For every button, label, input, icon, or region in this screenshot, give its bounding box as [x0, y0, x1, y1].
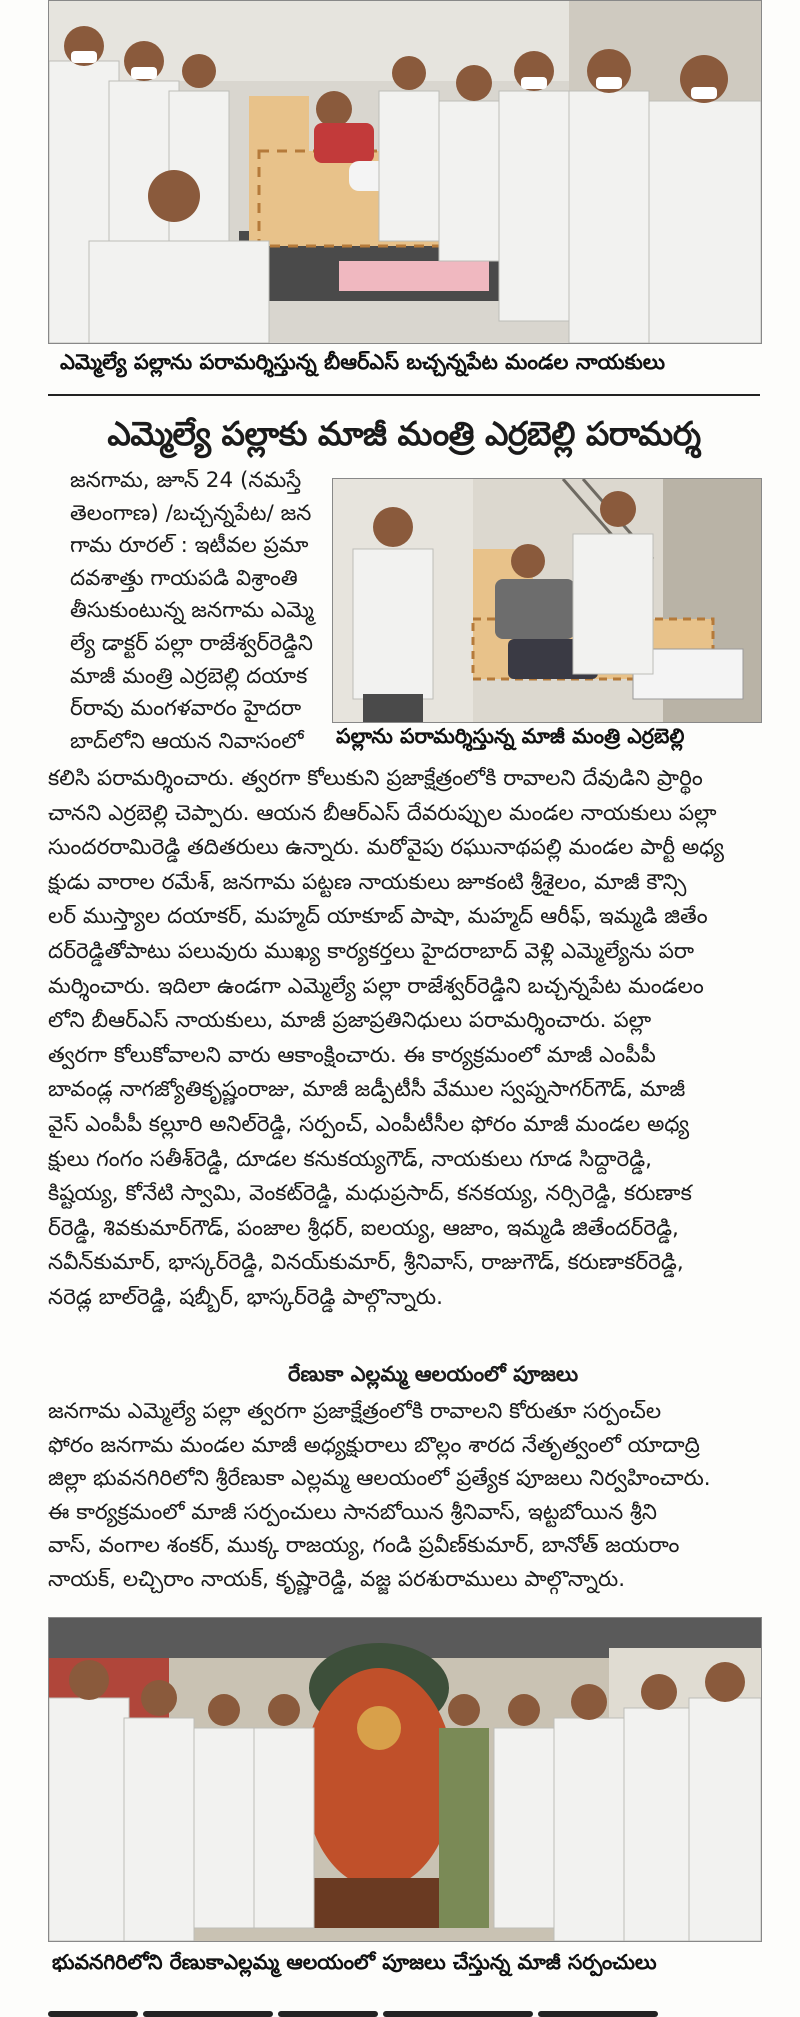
top-photo-caption: ఎమ్మెల్యే పల్లాను పరామర్శిస్తున్న బీఆర్ఎస్ బచ్చన్నపేట మండల నాయకులు [60, 350, 665, 374]
body-line: చానని ఎర్రబెల్లి చెప్పారు. ఆయన బీఆర్ఎస్ దేవరుప్పుల మండల నాయకులు పల్లా [48, 800, 717, 826]
body-line: వాస్, వంగాల శంకర్, ముక్క రాజయ్య, గండి ప్రవీణ్‌కుమార్, బానోత్ జయరాం [48, 1533, 680, 1559]
body-line: నాయక్, లచ్చిరాం నాయక్, కృష్ణారెడ్డి, వజ్జ పరశురాములు పాల్గొన్నారు. [48, 1567, 626, 1592]
body-line: గామ రూరల్ : ఇటీవల ప్రమా [70, 533, 309, 559]
bottom-photo-caption: భువనగిరిలోని రేణుకాఎల్లమ్మ ఆలయంలో పూజలు చేస్తున్న మాజీ సర్పంచులు [52, 1950, 657, 1974]
body-line: కిష్టయ్య, కోనేటి స్వామి, వెంకట్‌రెడ్డి, మధుప్రసాద్, కనకయ్య, నర్సిరెడ్డి, కరుణాక [48, 1181, 692, 1207]
body-line: వైస్ ఎంపీపీ కల్లూరి అనిల్‌రెడ్డి, సర్పంచ్, ఎంపీటీసీల ఫోరం మాజీ మండల అధ్య [48, 1112, 690, 1137]
body-line: త్వరగా కోలుకోవాలని వారు ఆకాంక్షించారు. ఈ కార్యక్రమంలో మాజీ ఎంపీపీ [48, 1042, 656, 1068]
hospital-bed-visit-photo-icon [49, 1, 761, 343]
body-line: బావండ్ల నాగజ్యోతికృష్ణంరాజు, మాజీ జడ్పీటీసీ వేముల స్వప్నసాగర్‌గౌడ్, మాజీ [48, 1077, 686, 1103]
body-line: క్షుడు వారాల రమేశ్, జనగామ పట్టణ నాయకులు జూకంటి శ్రీశైలం, మాజీ కౌన్సి [48, 869, 687, 895]
body-line: క్షులు గంగం సతీశ్‌రెడ్డి, దూడల కనుకయ్యగౌడ్, నాయకులు గూడ సిద్దారెడ్డి, [48, 1146, 652, 1172]
next-article-cutoff [48, 2000, 760, 2017]
body-line: దర్‌రెడ్డితోపాటు పలువురు ముఖ్య కార్యకర్తలు హైదరాబాద్ వెళ్లి ఎమ్మెల్యేను పరా [48, 939, 695, 964]
body-line: నరెడ్ల బాల్‌రెడ్డి, షబ్బీర్, భాస్కర్‌రెడ్డి పాల్గొన్నారు. [48, 1285, 443, 1310]
body-line: దవశాత్తు గాయపడి విశ్రాంతి [70, 565, 298, 591]
body-line: లర్ ముస్త్యాల దయాకర్, మహ్మద్ యాకూబ్ పాషా, మహ్మద్ ఆరీఫ్, ఇమ్మడి జితేం [48, 904, 708, 930]
temple-puja-photo-icon [49, 1618, 761, 1941]
body-line: జనగామ, జూన్ 24 (నమస్తే [70, 468, 302, 493]
body-line: తీసుకుంటున్న జనగామ ఎమ్మె [70, 598, 314, 624]
top-photo [48, 0, 762, 344]
body-line: బాద్‌లోని ఆయన నివాసంలో [70, 728, 304, 754]
body-line: లోని బీఆర్ఎస్ నాయకులు, మాజీ ప్రజాప్రతినిధులు పరామర్శించారు. పల్లా [48, 1008, 652, 1034]
minister-visit-photo-icon [333, 479, 761, 722]
body-line: మాజీ మంత్రి ఎర్రబెల్లి దయాక [70, 663, 308, 689]
body-line: ల్యే డాక్టర్ పల్లా రాజేశ్వర్‌రెడ్డిని [70, 631, 313, 656]
middle-photo [332, 478, 762, 723]
middle-photo-caption: పల్లాను పరామర్శిస్తున్న మాజీ మంత్రి ఎర్రబెల్లి [336, 724, 685, 748]
body-line: ర్‌రావు మంగళవారం హైదరా [70, 696, 302, 722]
bottom-photo [48, 1617, 762, 1942]
body-line: సుందరరామిరెడ్డి తదితరులు ఉన్నారు. మరోవైపు రఘునాథపల్లి మండల పార్టీ అధ్య [48, 835, 725, 861]
headline: ఎమ్మెల్యే పల్లాకు మాజీ మంత్రి ఎర్రబెల్లి పరామర్శ [107, 414, 701, 453]
body-line: ఈ కార్యక్రమంలో మాజీ సర్పంచులు సానబోయిన శ్రీనివాస్, ఇట్టబోయిన శ్రీని [48, 1499, 657, 1525]
body-line: నవీన్‌కుమార్, భాస్కర్‌రెడ్డి, వినయ్‌కుమార్, శ్రీనివాస్, రాజుగౌడ్, కరుణాకర్‌రెడ్డి, [48, 1250, 684, 1276]
body-line: ర్‌రెడ్డి, శివకుమార్‌గౌడ్, పంజాల శ్రీధర్, ఐలయ్య, ఆజాం, ఇమ్మడి జితేందర్‌రెడ్డి, [48, 1215, 679, 1241]
body-line: జిల్లా భువనగిరిలోని శ్రీరేణుకా ఎల్లమ్మ ఆలయంలో ప్రత్యేక పూజలు నిర్వహించారు. [48, 1466, 711, 1492]
body-line: మర్శించారు. ఇదిలా ఉండగా ఎమ్మెల్యే పల్లా రాజేశ్వర్‌రెడ్డిని బచ్చన్నపేట మండలం [48, 973, 704, 999]
body-line: ఫోరం జనగామ మండల మాజీ అధ్యక్షురాలు బొల్లం శారద నేతృత్వంలో యాదాద్రి [48, 1432, 700, 1458]
body-line: తెలంగాణ) /బచ్చన్నపేట/ జన [70, 500, 312, 526]
divider-rule [48, 394, 760, 396]
subheading: రేణుకా ఎల్లమ్మ ఆలయంలో పూజలు [288, 1362, 579, 1386]
body-line: కలిసి పరామర్శించారు. త్వరగా కోలుకుని ప్రజాక్షేత్రంలోకి రావాలని దేవుడిని ప్రార్థిం [48, 766, 703, 791]
body-line: జనగామ ఎమ్మెల్యే పల్లా త్వరగా ప్రజాక్షేత్రంలోకి రావాలని కోరుతూ సర్పంచ్‌ల [48, 1399, 662, 1424]
